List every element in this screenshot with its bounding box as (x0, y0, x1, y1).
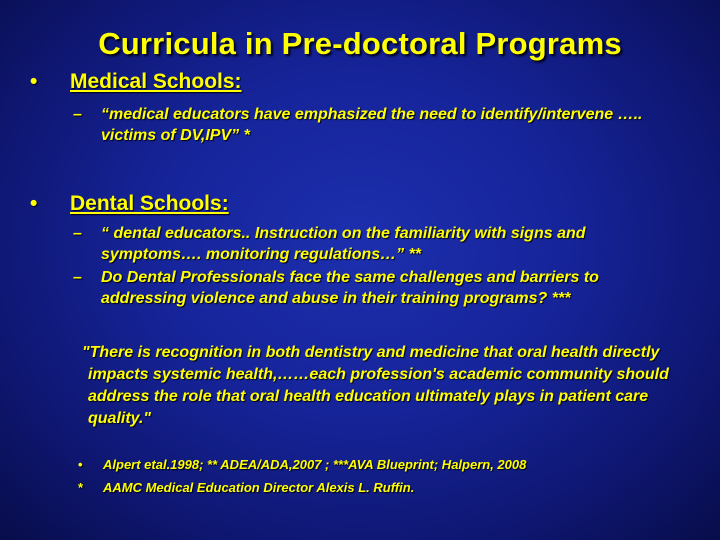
reference-text: Alpert etal.1998; ** ADEA/ADA,2007 ; ***AVA Blueprint; Halpern, 2008 (103, 457, 527, 472)
sub-bullet (73, 267, 673, 309)
sub-bullet-text: “medical educators have emphasized the need to identify/intervene ….. victims of DV,IPV” * (101, 106, 643, 144)
sub-bullet (73, 104, 673, 146)
asterisk-icon: * (78, 480, 84, 495)
sub-bullet-text: Do Dental Professionals face the same challenges and barriers to addressing violence and abuse in their training programs? *** (101, 269, 599, 307)
dash-icon: – (73, 225, 82, 242)
quote-block: "There is recognition in both dentistry and medicine that oral health directly impacts systemic health,……each profession's academic community should address the role that oral health education ultimately plays in patient care quality." (82, 344, 669, 427)
sub-bullet (73, 223, 673, 265)
slide-title: Curricula in Pre-doctoral Programs (98, 26, 622, 61)
section-heading: Dental Schools: (70, 192, 229, 215)
reference-line (78, 477, 414, 499)
bullet-icon: • (30, 70, 38, 93)
dash-icon: – (73, 106, 82, 123)
reference-line (78, 454, 526, 476)
section-heading: Medical Schools: (70, 70, 242, 93)
bullet-icon: • (78, 457, 83, 472)
section-dental-schools (30, 192, 229, 216)
reference-text: AAMC Medical Education Director Alexis L. Ruffin. (103, 480, 415, 495)
bullet-icon: • (30, 192, 38, 215)
sub-bullet-text: “ dental educators.. Instruction on the familiarity with signs and symptoms…. monitoring regulations…” ** (101, 225, 586, 263)
section-medical-schools (30, 70, 242, 94)
dash-icon: – (73, 269, 82, 286)
